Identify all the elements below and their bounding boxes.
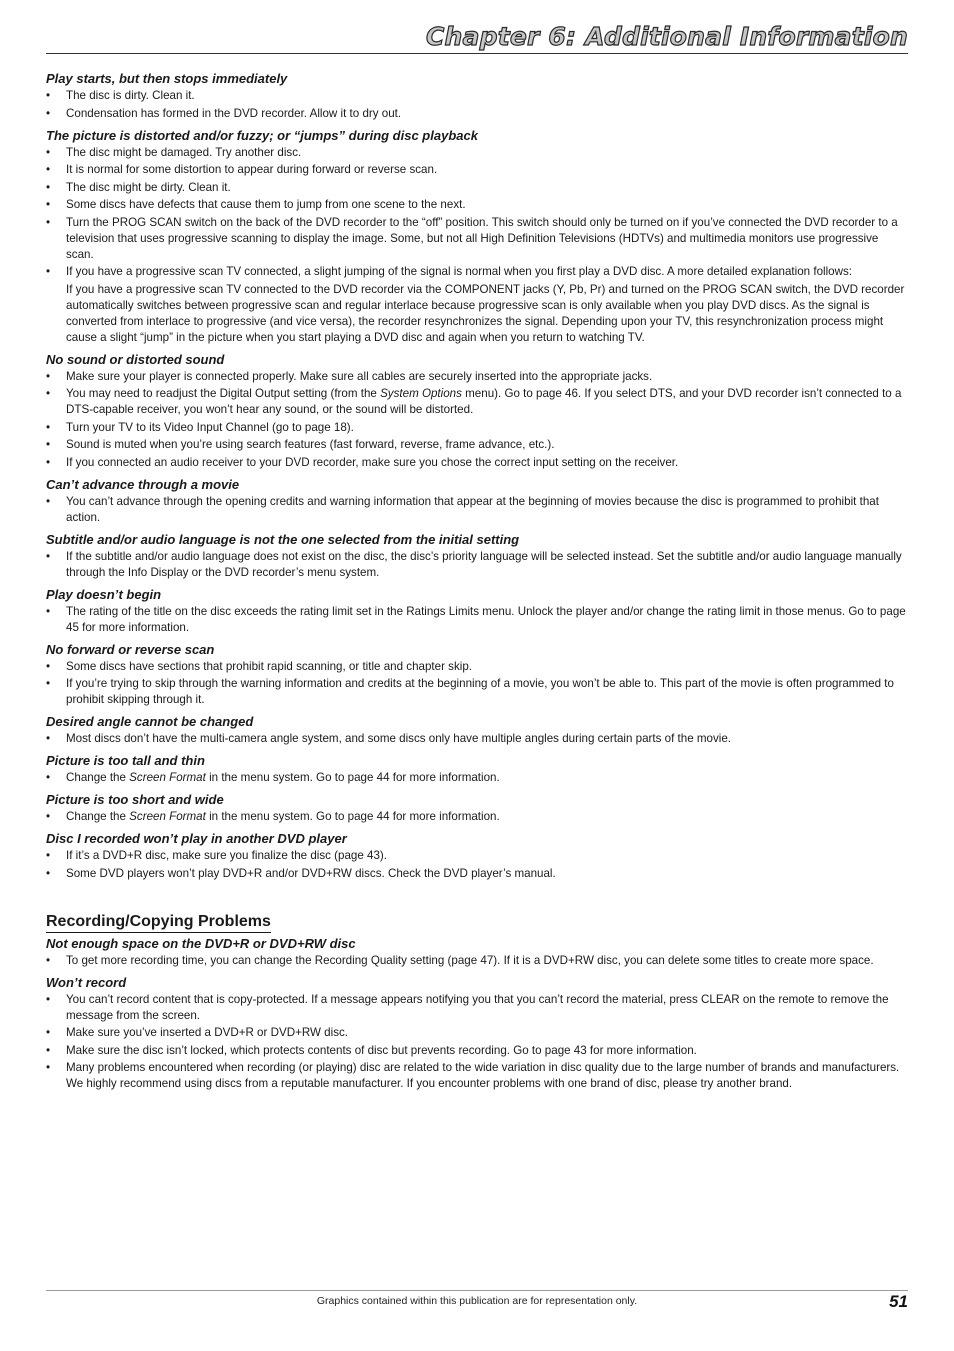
section-heading: Can’t advance through a movie [46, 476, 240, 492]
list-item-text: in the menu system. Go to page 44 for more information. [205, 810, 500, 823]
list-item-text: menu). Go to page 46. If you select DTS, and your DVD recorder isn’t connected to a DTS-capable receiver, you won’t hear any sound, or the sound will be distorted. [66, 387, 902, 416]
list-item: • Turn the PROG SCAN switch on the back of the DVD recorder to the “off” position. This switch should only be turned on if you’ve connected the DVD recorder to a television that uses progressive scanning to display the image. Some, but not all High Definition Televisions (HDTVs) and multimedia monitors use progressive scan. [46, 215, 908, 263]
bullet-list [46, 659, 908, 709]
footer-note: Graphics contained within this publication are for representation only. [316, 1295, 638, 1307]
list-item: • If you have a progressive scan TV connected, a slight jumping of the signal is normal when you first play a DVD disc. A more detailed explanation follows: [46, 264, 908, 280]
troubleshooting-sections [46, 70, 908, 882]
list-item-text: Change the [66, 771, 130, 784]
list-item: • Make sure you’ve inserted a DVD+R or DVD+RW disc. [46, 1025, 908, 1041]
list-item: • The disc is dirty. Clean it. [46, 88, 908, 104]
list-item: • Some discs have sections that prohibit rapid scanning, or title and chapter skip. [46, 659, 908, 675]
troubleshooting-section [46, 752, 908, 786]
section-heading: Disc I recorded won’t play in another DVD player [46, 831, 347, 846]
main-content [46, 70, 908, 1097]
troubleshooting-section [46, 586, 908, 636]
bullet-list [46, 848, 908, 882]
troubleshooting-section [46, 70, 908, 122]
bullet-list [46, 992, 908, 1093]
section-heading: Play starts, but then stops immediately [46, 71, 288, 86]
bullet-list [46, 369, 908, 471]
section-heading: Desired angle cannot be changed [46, 714, 254, 729]
list-item: • You can’t advance through the opening credits and warning information that appear at the beginning of movies because the disc is programmed to prohibit that action. [46, 494, 908, 526]
section-heading: Picture is too tall and thin [46, 753, 205, 768]
section-heading: Subtitle and/or audio language is not the one selected from the initial setting [46, 531, 520, 547]
bullet-list [46, 731, 908, 747]
list-item: • Make sure your player is connected properly. Make sure all cables are securely inserted into the appropriate jacks. [46, 369, 908, 385]
section-heading: No sound or distorted sound [46, 351, 225, 367]
list-item: • Some DVD players won’t play DVD+R and/or DVD+RW discs. Check the DVD player’s manual. [46, 866, 908, 882]
bullet-list [46, 809, 908, 825]
footer-rule [46, 1290, 908, 1291]
troubleshooting-section [46, 476, 908, 526]
list-item: • It is normal for some distortion to appear during forward or reverse scan. [46, 162, 908, 178]
page-number: 51 [889, 1292, 908, 1311]
list-item: • To get more recording time, you can change the Recording Quality setting (page 47). If it is a DVD+RW disc, you can delete some titles to create more space. [46, 953, 908, 969]
section-heading: Play doesn’t begin [46, 586, 162, 602]
bullet-list [46, 953, 908, 969]
list-item: • Condensation has formed in the DVD recorder. Allow it to dry out. [46, 106, 908, 122]
troubleshooting-section [46, 974, 908, 1093]
list-item: • If it’s a DVD+R disc, make sure you finalize the disc (page 43). [46, 848, 908, 864]
troubleshooting-section [46, 713, 908, 747]
list-item [46, 770, 908, 786]
troubleshooting-section [46, 351, 908, 471]
section-heading: Won’t record [46, 974, 127, 990]
troubleshooting-section [46, 830, 908, 882]
list-item: • Make sure the disc isn’t locked, which protects contents of disc but prevents recording. Go to page 43 for more information. [46, 1043, 908, 1059]
section-heading: No forward or reverse scan [46, 641, 215, 657]
list-item: • Sound is muted when you’re using search features (fast forward, reverse, frame advance, etc.). [46, 437, 908, 453]
troubleshooting-section [46, 641, 908, 709]
troubleshooting-section [46, 791, 908, 825]
list-item: • The disc might be dirty. Clean it. [46, 180, 908, 196]
bullet-list [46, 88, 908, 122]
menu-name-text: Screen Format [129, 810, 206, 823]
troubleshooting-section [46, 935, 908, 969]
menu-name-text: Screen Format [129, 771, 206, 784]
list-item: • The rating of the title on the disc exceeds the rating limit set in the Ratings Limits menu. Unlock the player and/or change the rating limit in those menus. Go to page 45 for more information. [46, 604, 908, 636]
section-heading: Not enough space on the DVD+R or DVD+RW disc [46, 935, 356, 951]
list-item-text: You may need to readjust the Digital Output setting (from the [66, 387, 381, 400]
list-item: • You can’t record content that is copy-protected. If a message appears notifying you that you can’t record the material, press CLEAR on the remote to remove the message from the screen. [46, 992, 908, 1024]
recording-problems-heading: Recording/Copying Problems [46, 912, 271, 933]
list-item: • If you connected an audio receiver to your DVD recorder, make sure you chose the correct input setting on the receiver. [46, 455, 908, 471]
header-rule [46, 53, 908, 54]
troubleshooting-section [46, 531, 908, 581]
section-heading: The picture is distorted and/or fuzzy; or “jumps” during disc playback [46, 127, 478, 143]
list-item [46, 809, 908, 825]
list-item: • The disc might be damaged. Try another disc. [46, 145, 908, 161]
bullet-list [46, 145, 908, 281]
list-item-text: Change the [66, 810, 130, 823]
bullet-list [46, 549, 908, 581]
list-item: • If you’re trying to skip through the warning information and credits at the beginning of a movie, you won’t be able to. This part of the movie is often programmed to prohibit skipping through it. [46, 676, 908, 708]
list-item: • If the subtitle and/or audio language does not exist on the disc, the disc’s priority language will be selected instead. Set the subtitle and/or audio language manually through the Info Display or the DVD recorder’s menu system. [46, 549, 908, 581]
section-heading: Picture is too short and wide [46, 792, 224, 807]
list-item: • Turn your TV to its Video Input Channel (go to page 18). [46, 420, 908, 436]
explanation-paragraph: If you have a progressive scan TV connected to the DVD recorder via the COMPONENT jacks (Y, Pb, Pr) and turned on the PROG SCAN switch, the DVD recorder automatically switches between progressive scan and regular interlace because progressive scan is only available when you play DVD discs. As the signal is converted from interlace to progressive (and vice versa), the recorder resynchronizes the signal. Depending upon your TV, this resynchronization process might cause a slight “jump” in the picture when you start playing a DVD disc and again when you return to watching TV. [66, 282, 905, 344]
bullet-list [46, 604, 908, 636]
chapter-title: Chapter 6: Additional Information [425, 22, 908, 51]
list-item [46, 386, 908, 418]
bullet-list [46, 770, 908, 786]
recording-sections [46, 935, 908, 1093]
list-item: • Some discs have defects that cause them to jump from one scene to the next. [46, 197, 908, 213]
troubleshooting-section [46, 127, 908, 346]
list-item: • Most discs don’t have the multi-camera angle system, and some discs only have multiple angles during certain parts of the movie. [46, 731, 908, 747]
list-item-text: in the menu system. Go to page 44 for more information. [205, 771, 500, 784]
bullet-list [46, 494, 908, 526]
menu-name-text: System Options [380, 387, 462, 400]
list-item: • Many problems encountered when recording (or playing) disc are related to the wide variation in disc quality due to the large number of brands and manufacturers. We highly recommend using discs from a reputable manufacturer. If you encounter problems with one brand of disc, please try another brand. [46, 1060, 908, 1092]
